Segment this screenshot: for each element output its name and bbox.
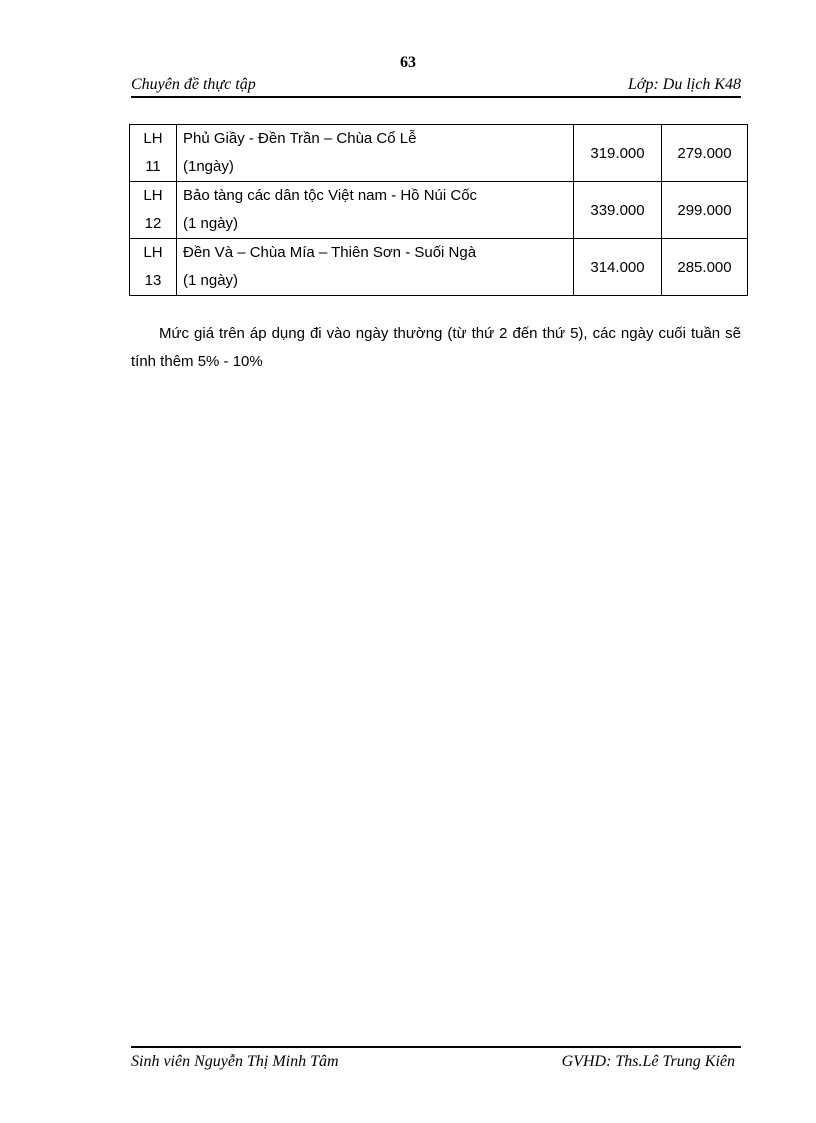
tour-price-table — [129, 124, 748, 296]
tour-code-cell — [130, 182, 177, 239]
tour-name: Đền Và – Chùa Mía – Thiên Sơn - Suối Ngà — [183, 244, 477, 261]
page-header — [131, 76, 741, 98]
tour-code-cell — [130, 125, 177, 182]
tour-price-b: 279.000 — [662, 125, 748, 182]
page-footer — [131, 1046, 741, 1070]
tour-name: Phủ Giầy - Đền Trần – Chùa Cổ Lễ — [183, 130, 417, 147]
tour-duration: (1ngày) — [183, 158, 234, 175]
tour-name-cell — [177, 125, 574, 182]
tour-duration: (1 ngày) — [183, 215, 239, 232]
tour-price-a: 339.000 — [574, 182, 662, 239]
page-number: 63 — [400, 54, 416, 71]
header-document-title: Chuyên đề thực tập — [131, 76, 256, 93]
tour-code-number: 12 — [144, 215, 162, 232]
tour-name-cell — [177, 182, 574, 239]
tour-price-b: 285.000 — [662, 239, 748, 296]
table-row — [130, 125, 748, 182]
table-row — [130, 239, 748, 296]
tour-code-prefix: LH — [143, 130, 163, 147]
tour-code-number: 11 — [145, 158, 161, 175]
table-row — [130, 182, 748, 239]
tour-name-cell — [177, 239, 574, 296]
tour-code-cell — [130, 239, 177, 296]
tour-name: Bảo tàng các dân tộc Việt nam - Hồ Núi Cốc — [183, 187, 478, 204]
tour-duration: (1 ngày) — [183, 272, 239, 289]
header-class-label: Lớp: Du lịch K48 — [628, 76, 741, 93]
footer-student-name: Sinh viên Nguyễn Thị Minh Tâm — [131, 1053, 339, 1070]
footer-supervisor: GVHD: Ths.Lê Trung Kiên — [561, 1053, 735, 1070]
pricing-note-paragraph: Mức giá trên áp dụng đi vào ngày thường (từ thứ 2 đến thứ 5), các ngày cuối tuần sẽ tính thêm 5% - 10% — [131, 325, 741, 370]
tour-code-prefix: LH — [143, 187, 163, 204]
tour-code-prefix: LH — [143, 244, 163, 261]
tour-code-number: 13 — [144, 272, 162, 289]
tour-price-a: 319.000 — [574, 125, 662, 182]
tour-price-a: 314.000 — [574, 239, 662, 296]
tour-price-b: 299.000 — [662, 182, 748, 239]
